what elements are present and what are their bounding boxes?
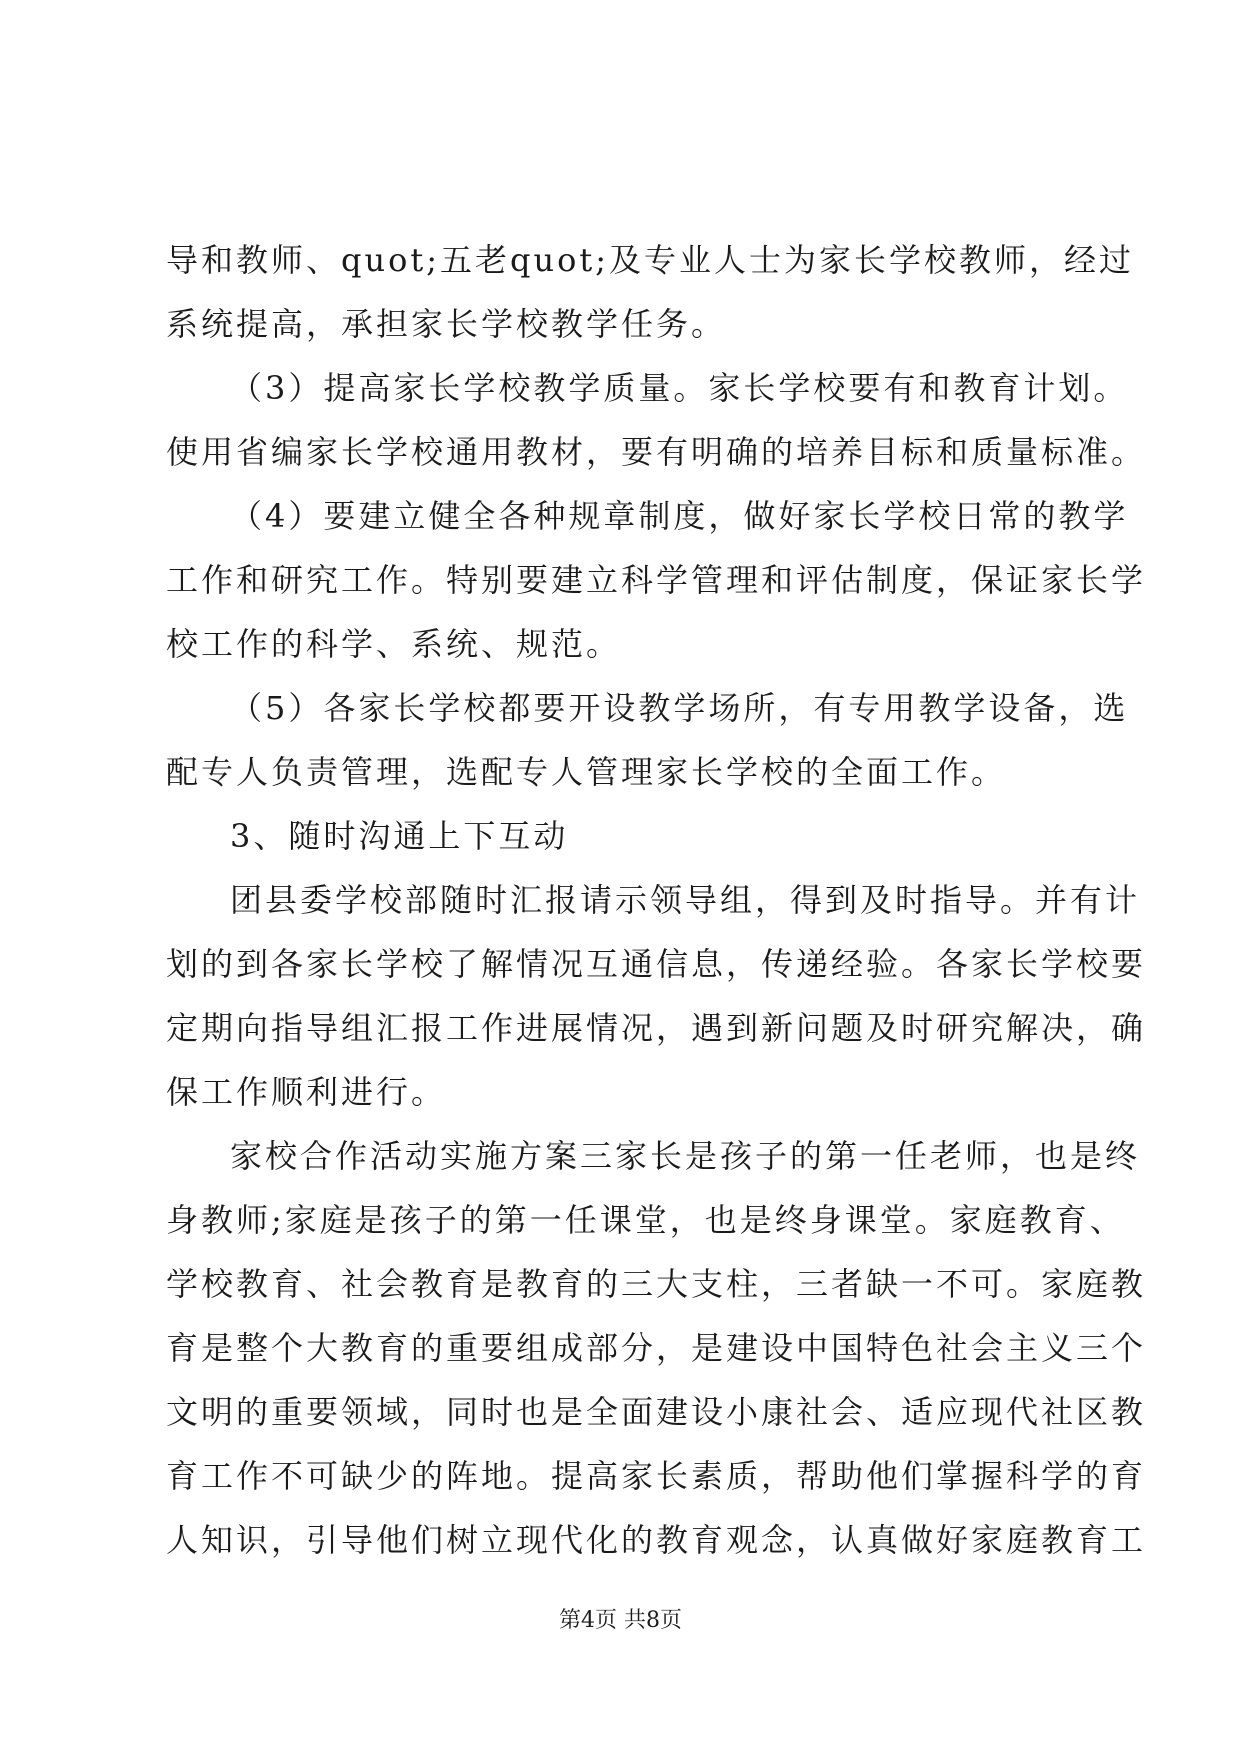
text-line: 人知识，引导他们树立现代化的教育观念，认真做好家庭教育工	[166, 1521, 1147, 1559]
page-number: 第4页 共8页	[559, 1608, 682, 1633]
text-line: 系统提高，承担家长学校教学任务。	[166, 305, 727, 343]
text-line: 家校合作活动实施方案三家长是孩子的第一任老师，也是终	[230, 1137, 1141, 1175]
text-line: 定期向指导组汇报工作进展情况，遇到新问题及时研究解决，确	[166, 1009, 1147, 1047]
text-line: 工作和研究工作。特别要建立科学管理和评估制度，保证家长学	[166, 561, 1147, 599]
text-line: 导和教师、quot;五老quot;及专业人士为家长学校教师，经过	[166, 241, 1135, 279]
text-line: 育是整个大教育的重要组成部分，是建设中国特色社会主义三个	[166, 1329, 1147, 1367]
text-line: 划的到各家长学校了解情况互通信息，传递经验。各家长学校要	[166, 945, 1147, 983]
document-body	[166, 228, 1147, 1572]
text-line: 身教师;家庭是孩子的第一任课堂，也是终身课堂。家庭教育、	[166, 1201, 1125, 1239]
text-line: 使用省编家长学校通用教材，要有明确的培养目标和质量标准。	[166, 433, 1147, 471]
text-line: 校工作的科学、系统、规范。	[166, 625, 622, 663]
text-line: （5）各家长学校都要开设教学场所，有专用教学设备，选	[230, 689, 1129, 727]
text-line: 保工作顺利进行。	[166, 1073, 447, 1111]
text-line: （3）提高家长学校教学质量。家长学校要有和教育计划。	[230, 369, 1129, 407]
text-line: 育工作不可缺少的阵地。提高家长素质，帮助他们掌握科学的育	[166, 1457, 1147, 1495]
text-line: 学校教育、社会教育是教育的三大支柱，三者缺一不可。家庭教	[166, 1265, 1147, 1303]
text-line: 团县委学校部随时汇报请示领导组，得到及时指导。并有计	[230, 881, 1141, 919]
text-line: 配专人负责管理，选配专人管理家长学校的全面工作。	[166, 753, 1007, 791]
text-line: 文明的重要领域，同时也是全面建设小康社会、适应现代社区教	[166, 1393, 1147, 1431]
text-line: （4）要建立健全各种规章制度，做好家长学校日常的教学	[230, 497, 1129, 535]
section-heading: 3、随时沟通上下互动	[230, 817, 569, 855]
page-footer	[0, 1606, 1241, 1636]
